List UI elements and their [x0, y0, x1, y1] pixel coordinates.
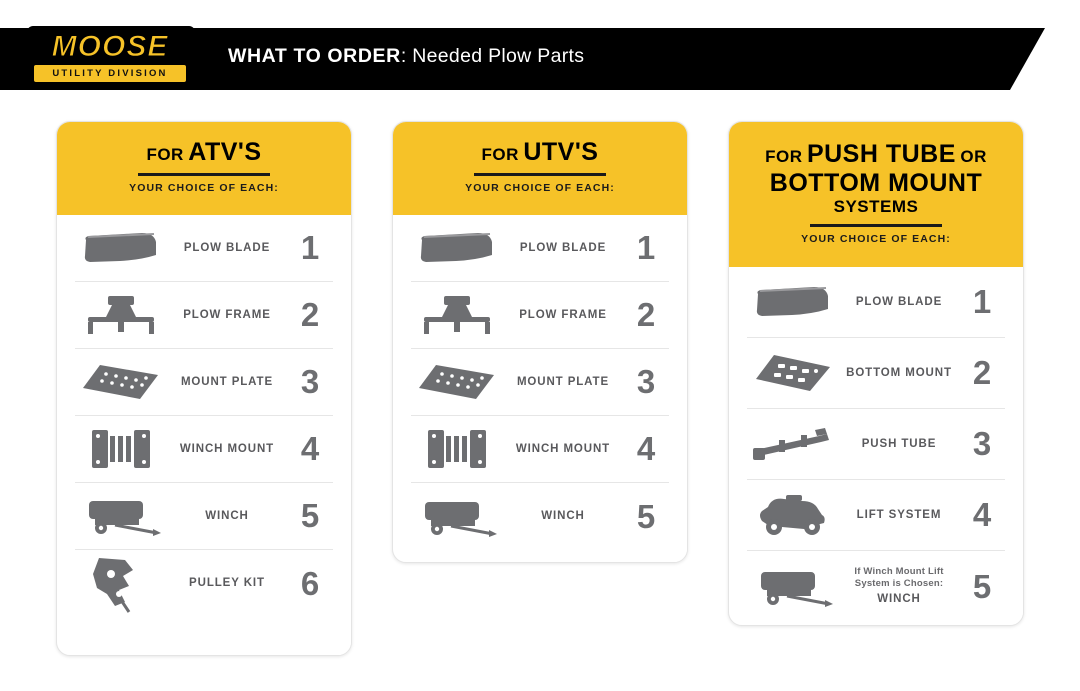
logo-wordmark-text: MOOSE [51, 30, 169, 63]
row-number: 3 [972, 425, 992, 462]
table-row [75, 349, 333, 416]
table-row [411, 349, 669, 416]
row-label: MOUNT PLATE [516, 375, 610, 388]
card-atv-rows [57, 215, 351, 617]
mount-plate-icon [75, 361, 167, 403]
card-push-tube-rule [810, 224, 942, 227]
winch-icon [747, 566, 839, 608]
plow-blade-icon [75, 230, 167, 266]
table-row [75, 550, 333, 617]
card-push-tube-title-main2: BOTTOM MOUNT [769, 169, 983, 197]
row-note: If Winch Mount Lift System is Chosen: [854, 566, 944, 590]
table-row [411, 282, 669, 349]
row-label: BOTTOM MOUNT [846, 366, 952, 379]
page-header [0, 0, 1080, 96]
row-number: 2 [636, 296, 656, 333]
row-number: 4 [300, 430, 320, 467]
card-atv-title-for: FOR [146, 145, 184, 164]
push-tube-icon [747, 424, 839, 464]
row-label: PLOW FRAME [183, 308, 271, 321]
card-atv [56, 121, 352, 656]
logo-subbrand [34, 65, 186, 82]
card-push-tube-title-main: PUSH TUBE [806, 140, 956, 168]
plow-frame-icon [75, 294, 167, 336]
table-row [75, 282, 333, 349]
row-label: PLOW BLADE [183, 241, 271, 254]
table-row [747, 267, 1005, 338]
winch-icon [411, 496, 503, 538]
card-utv-subtitle: YOUR CHOICE OF EACH: [465, 182, 615, 194]
plow-frame-icon [411, 294, 503, 336]
card-push-tube-title [729, 140, 1023, 217]
row-label: PLOW FRAME [519, 308, 607, 321]
pulley-kit-icon [75, 554, 167, 614]
table-row [75, 215, 333, 282]
winch-mount-icon [75, 426, 167, 472]
card-atv-rule [138, 173, 270, 176]
card-utv-title-main: UTV'S [523, 138, 599, 166]
bottom-mount-icon [747, 351, 839, 395]
row-label: PULLEY KIT [189, 577, 265, 590]
row-number: 5 [636, 497, 656, 535]
row-number: 5 [972, 567, 992, 605]
card-atv-title [57, 138, 351, 166]
logo-wordmark [34, 30, 186, 64]
card-atv-title-main: ATV'S [188, 138, 262, 166]
table-row [747, 409, 1005, 480]
row-number: 1 [972, 283, 992, 320]
winch-icon [75, 495, 167, 537]
lift-system-icon [747, 491, 839, 539]
table-row [75, 483, 333, 550]
table-row [411, 483, 669, 550]
card-push-tube-rows [729, 267, 1023, 622]
row-number: 6 [300, 564, 320, 602]
row-label: LIFT SYSTEM [856, 508, 942, 521]
row-label: WINCH [541, 510, 585, 523]
table-row [75, 416, 333, 483]
card-push-tube-title-or: OR [960, 147, 987, 166]
table-row [411, 416, 669, 483]
page-title-rest: : Needed Plow Parts [400, 45, 585, 67]
row-label: PLOW BLADE [519, 241, 607, 254]
row-label: MOUNT PLATE [180, 375, 274, 388]
row-number: 3 [300, 363, 320, 400]
card-utv-rule [474, 173, 606, 176]
row-label: WINCH MOUNT [515, 442, 611, 455]
page-title-bold: WHAT TO ORDER [228, 45, 401, 67]
table-row [411, 215, 669, 282]
row-label-with-note [839, 566, 959, 606]
card-utv-title [393, 138, 687, 166]
row-number: 1 [300, 229, 320, 266]
row-number: 1 [636, 229, 656, 266]
card-push-tube [728, 121, 1024, 626]
card-utv-title-for: FOR [481, 145, 519, 164]
row-number: 4 [972, 496, 992, 533]
card-utv [392, 121, 688, 563]
plow-blade-icon [411, 230, 503, 266]
table-row [747, 480, 1005, 551]
row-label: WINCH [205, 509, 249, 522]
row-label: WINCH MOUNT [179, 442, 275, 455]
card-utv-header [393, 122, 687, 215]
row-number: 3 [636, 363, 656, 400]
plow-blade-icon [747, 284, 839, 320]
logo-subbrand-text: UTILITY DIVISION [52, 68, 168, 79]
row-label: PUSH TUBE [861, 437, 937, 450]
winch-mount-icon [411, 426, 503, 472]
table-row [747, 338, 1005, 409]
card-utv-rows [393, 215, 687, 550]
card-corner-notch [327, 631, 352, 656]
card-atv-header [57, 122, 351, 215]
row-number: 2 [972, 354, 992, 391]
mount-plate-icon [411, 361, 503, 403]
row-number: 4 [636, 430, 656, 467]
row-label: WINCH [877, 593, 921, 606]
row-number: 2 [300, 296, 320, 333]
page-title [228, 45, 584, 68]
card-push-tube-title-systems: SYSTEMS [833, 197, 919, 216]
row-number: 5 [300, 497, 320, 534]
moose-logo [26, 26, 194, 88]
card-push-tube-title-for: FOR [765, 147, 803, 166]
card-push-tube-header [729, 122, 1023, 267]
card-push-tube-subtitle: YOUR CHOICE OF EACH: [801, 232, 951, 245]
row-label: PLOW BLADE [855, 295, 943, 308]
table-row [747, 551, 1005, 622]
card-atv-subtitle: YOUR CHOICE OF EACH: [129, 182, 279, 194]
